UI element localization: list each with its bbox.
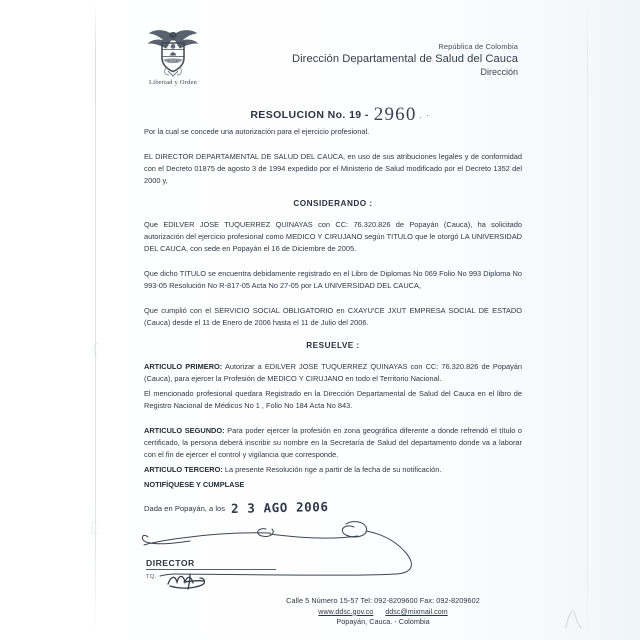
article-tercero	[144, 464, 522, 476]
resolution-title-line	[100, 104, 540, 126]
colombia-coat-of-arms-icon	[145, 26, 201, 78]
director-label: DIRECTOR	[146, 558, 195, 568]
document-sheet	[100, 0, 540, 640]
considerando-paragraph-3: Que cumplió con el SERVICIO SOCIAL OBLIGATORIO en CXAYU'CE JXUT EMPRESA SOCIAL DE ESTADO (Cauca) desde el 11 de Enero de 2006 hasta el 11 de Julio del 2006.	[144, 305, 522, 327]
article-primero-label: ARTICULO PRIMERO:	[144, 361, 223, 371]
resolution-label: RESOLUCION No. 19 -	[250, 109, 369, 121]
initials-label: TQ.	[146, 574, 157, 580]
footer-website-link[interactable]: www.ddsc.gov.co	[318, 607, 374, 616]
article-tercero-label: ARTICULO TERCERO:	[144, 464, 223, 474]
stray-scan-speck-lower-left	[88, 520, 104, 538]
organization-header	[292, 42, 518, 79]
resolution-subtitle: Por la cual se concede una autorización para el ejercicio profesional.	[144, 127, 370, 136]
preamble-paragraph	[144, 151, 522, 187]
resolution-number: 2960	[373, 104, 417, 125]
article-primero-text: Autorizar a EDILVER JOSE TUQUERREZ QUINAYAS con CC: 76.320.826 de Popayán (Cauca), para ejercer la Profesión de MEDICO Y CIRUJANO en todo el Territorio Nacional.	[144, 361, 523, 383]
article-tercero-text: La presente Resolución rige a partir de la fecha de su notificación.	[222, 464, 442, 474]
initials-rubric	[164, 570, 224, 592]
footer-email-link[interactable]: ddsc@mixmail.com	[385, 607, 448, 616]
heading-considerando: CONSIDERANDO :	[293, 198, 373, 208]
footer-address: Calle 5 Número 15-57 Tel: 092-8209600 Fax: 092-8209602	[286, 596, 480, 605]
document-footer	[100, 596, 526, 627]
resolution-stamp-dots: . ·	[419, 110, 430, 120]
director-signature-block	[146, 558, 296, 580]
heading-resuelve: RESUELVE :	[306, 340, 360, 350]
article-segundo	[144, 425, 522, 461]
date-row	[144, 500, 329, 515]
notifiquese-text: NOTIFÍQUESE Y CUMPLASE	[144, 479, 245, 489]
article-primero-registry: El mencionado profesional quedara Registrado en la Dirección Departamental de Salud del Cauca en el libro de Registro Nacional de Médicos No 1 , Folio No 184 Acta No 843.	[144, 388, 522, 410]
footer-location: Popayán, Cauca. - Colombia	[336, 616, 430, 626]
article-segundo-label: ARTICULO SEGUNDO:	[144, 425, 225, 435]
entity-name: Dirección Departamental de Salud del Cauca	[292, 52, 518, 65]
stray-pen-mark	[560, 598, 600, 638]
coat-of-arms	[142, 26, 204, 86]
date-label: Dada en Popayán, a los	[144, 504, 226, 513]
document-header	[100, 22, 540, 108]
coat-of-arms-motto: Libertad y Orden	[149, 79, 197, 86]
scan-edge-right	[587, 0, 588, 640]
considerando-paragraph-2: Que dicho TITULO se encuentra debidamente registrado en el Libro de Diplomas No 069 Folio No 993 Diploma No 993-05 Resolución No R-817-05 Acta No 27-05 por LA UNIVERSIDAD DEL CAUCA,	[144, 268, 522, 290]
preamble-text: EL DIRECTOR DEPARTAMENTAL DE SALUD DEL CAUCA, en uso de sus atribuciones legales y de conformidad con el Decreto 01875 de agosto 3 de 1994 expedido por el Ministerio de Salud modificado por el Decreto 1352 del 2000 y,	[144, 151, 522, 185]
stray-scan-speck-left	[88, 340, 106, 362]
office-name: Dirección	[480, 66, 518, 77]
document-body	[144, 126, 522, 500]
footer-contact-links	[240, 607, 526, 617]
article-primero	[144, 361, 522, 385]
scan-edge-left	[95, 0, 96, 640]
article-segundo-text: Para poder ejercer la profesión en zona geográfica diferente a donde refrendó el título o certificado, la persona deberá inscribir su nombre en la Secretaría de Salud del departamento donde va a laborar con el fin de ejercer el control y vigilancia que corresponde.	[144, 425, 522, 459]
date-stamp: 2 3 AGO 2006	[230, 498, 329, 517]
country-name: República de Colombia	[438, 42, 518, 51]
considerando-paragraph-1: Que EDILVER JOSE TUQUERREZ QUINAYAS con CC: 76.320.826 de Popayán (Cauca), ha solicitado autorización del ejercicio profesional como MEDICO Y CIRUJANO según TITULO que le otorgó LA UNIVERSIDAD DEL CAUCA, con sede en Popayán el 16 de Diciembre de 2005.	[144, 219, 522, 253]
notifiquese-line	[144, 479, 522, 491]
